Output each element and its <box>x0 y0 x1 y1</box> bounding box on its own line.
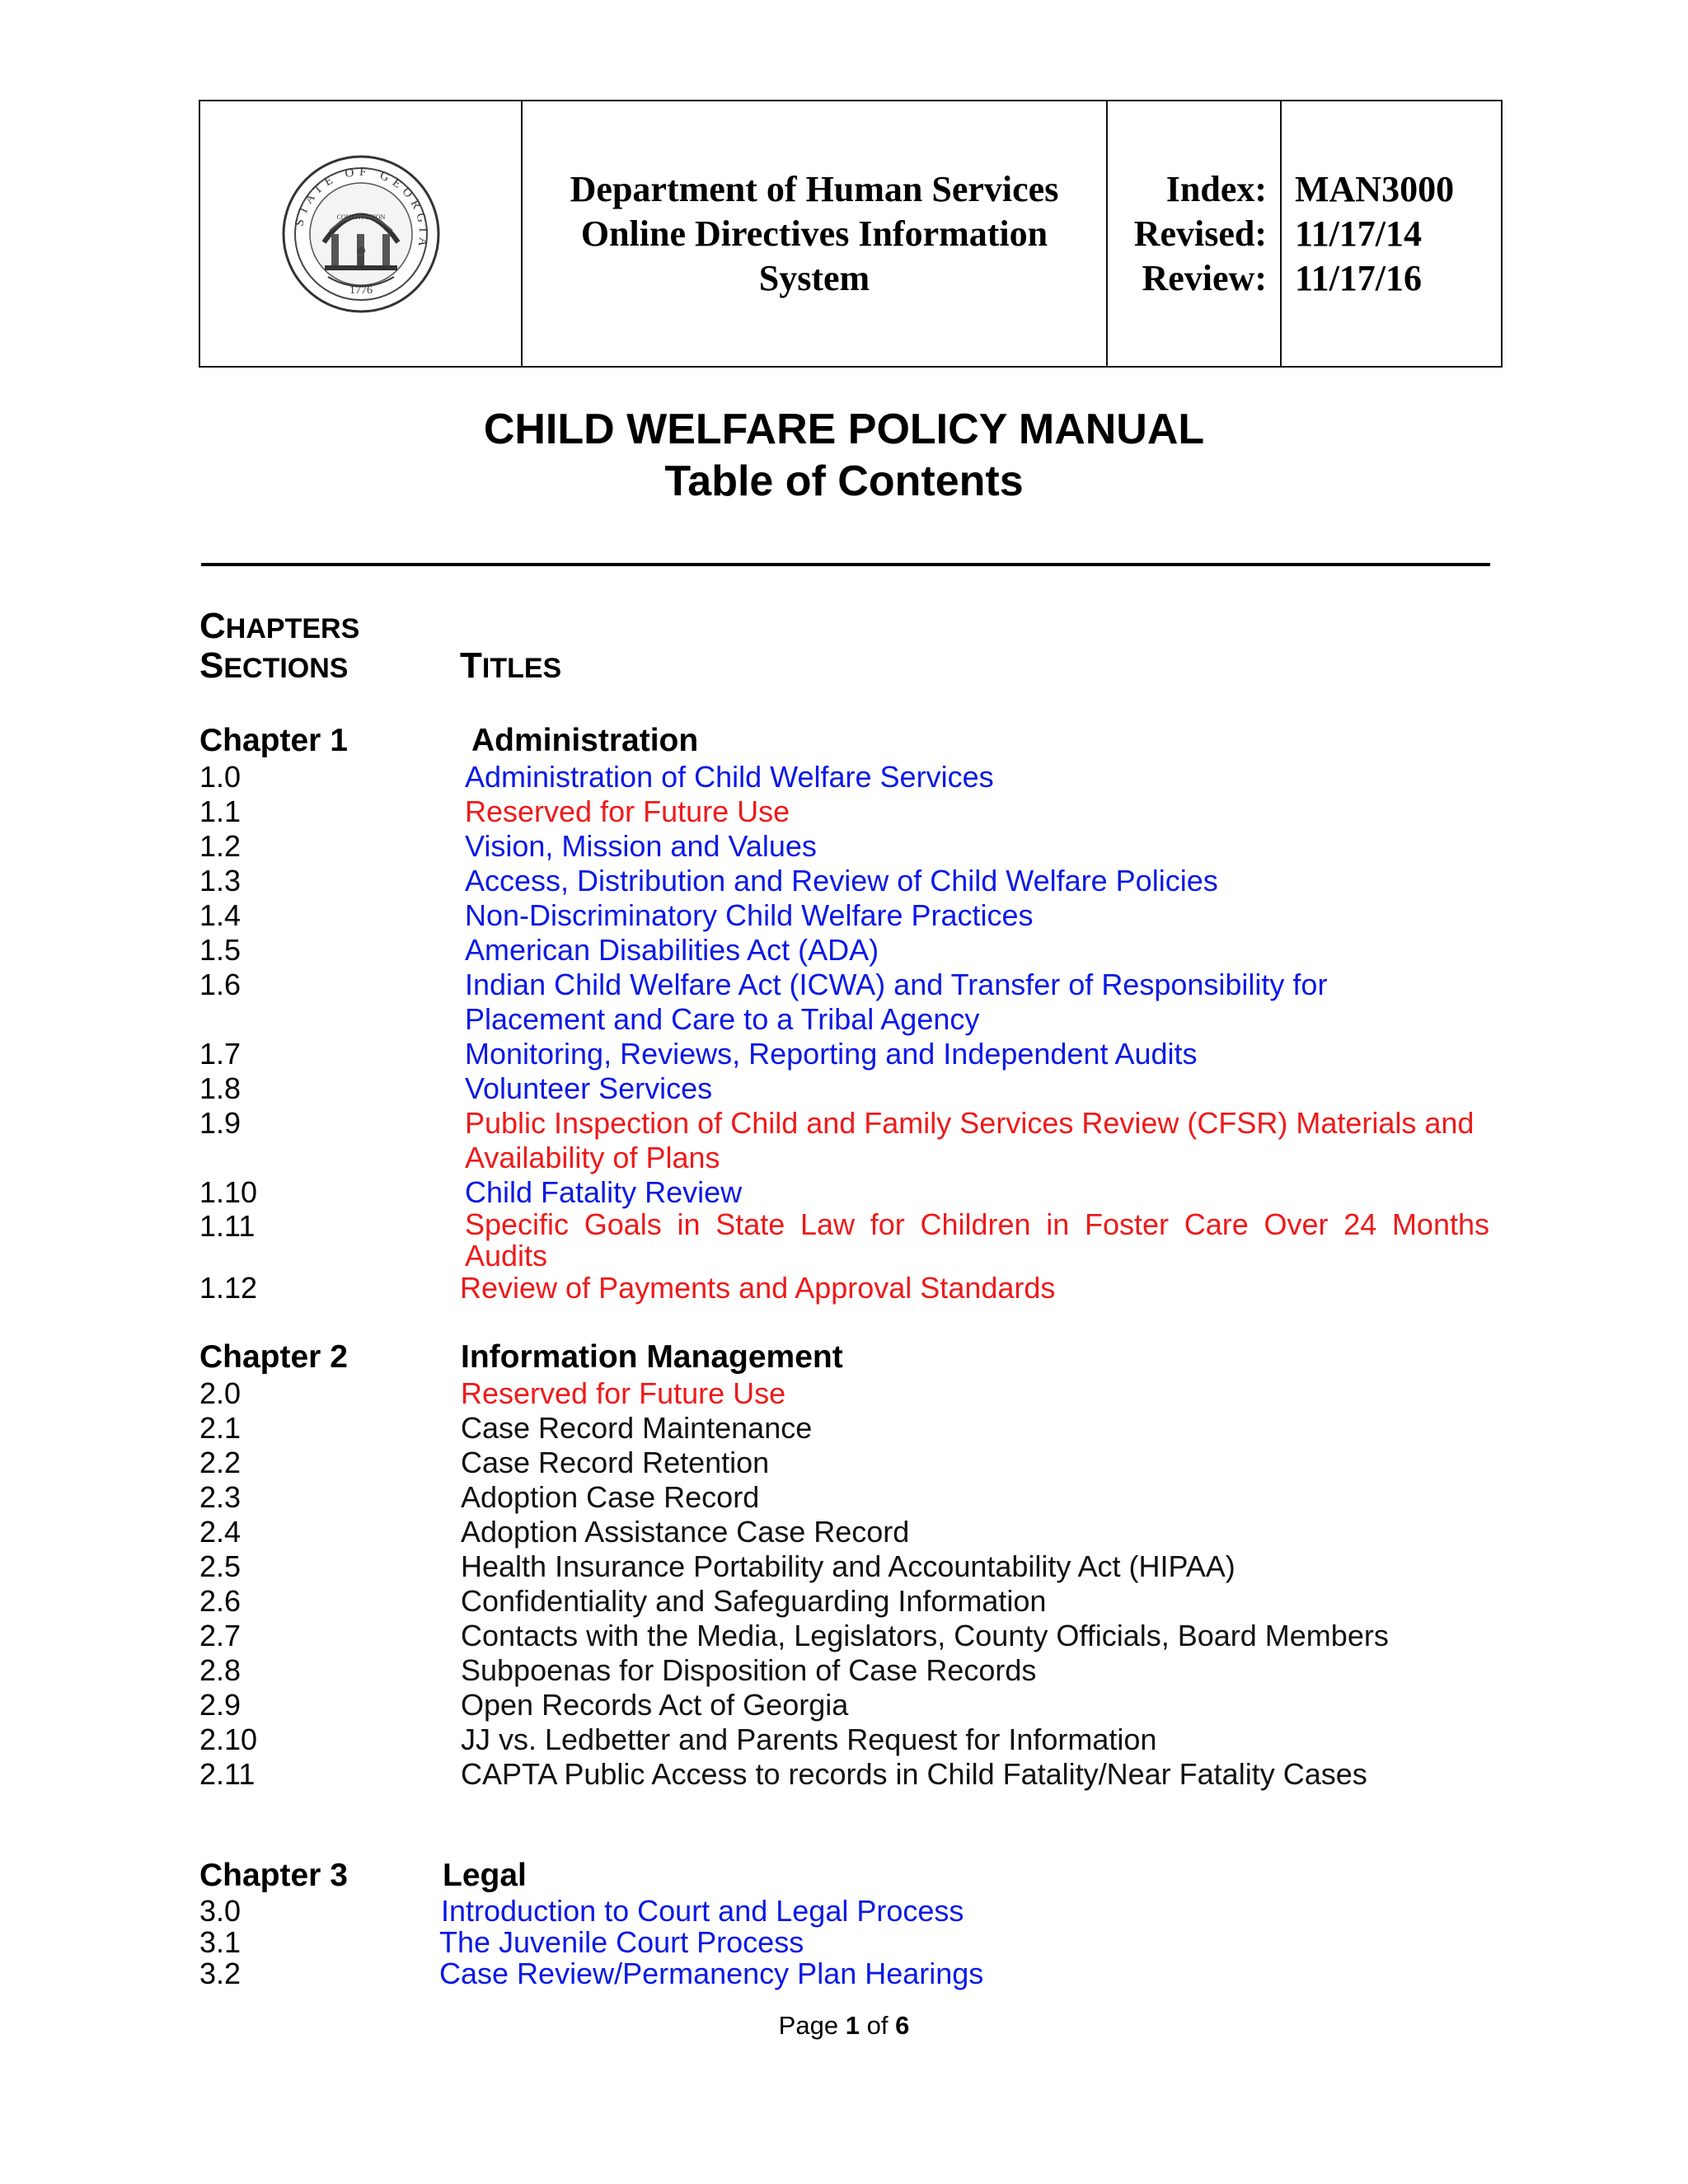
chapter-label: Chapter 1 <box>199 723 348 758</box>
section-title: Health Insurance Portability and Accountability Act (HIPAA) <box>461 1549 1236 1583</box>
header-table <box>199 100 1503 368</box>
toc-title: Table of Contents <box>664 457 1024 505</box>
index-label: Index: <box>1165 168 1267 209</box>
section-number: 1.9 <box>199 1106 241 1140</box>
revised-value: 11/17/14 <box>1295 213 1423 254</box>
section-number: 1.3 <box>199 864 241 898</box>
section-number: 2.5 <box>199 1549 241 1583</box>
index-value: MAN3000 <box>1295 168 1455 209</box>
section-number: 3.0 <box>199 1894 241 1928</box>
section-title: Contacts with the Media, Legislators, County Officials, Board Members <box>461 1619 1389 1652</box>
page-total: 6 <box>895 2011 910 2040</box>
section-number: 1.4 <box>199 898 241 932</box>
page-current: 1 <box>845 2011 860 2040</box>
sections-heading-text: SECTIONS <box>199 645 349 686</box>
revised-label: Revised: <box>1133 213 1267 254</box>
section-title: Subpoenas for Disposition of Case Records <box>461 1653 1037 1687</box>
seal-cell <box>200 101 523 366</box>
section-number: 3.2 <box>199 1957 241 1990</box>
section-link[interactable]: Reserved for Future Use <box>465 794 790 828</box>
section-link[interactable]: Reserved for Future Use <box>461 1376 786 1410</box>
meta-values-cell <box>1282 101 1501 366</box>
section-title: CAPTA Public Access to records in Child Fatality/Near Fatality Cases <box>461 1757 1367 1791</box>
section-number: 2.9 <box>199 1688 241 1722</box>
section-title: Adoption Assistance Case Record <box>461 1515 910 1549</box>
section-number: 2.4 <box>199 1515 241 1549</box>
section-title: Adoption Case Record <box>461 1480 760 1514</box>
page-of: of <box>866 2011 889 2040</box>
department-line-2: Online Directives Information <box>580 213 1048 254</box>
section-link[interactable]: American Disabilities Act (ADA) <box>465 933 879 967</box>
section-link[interactable]: Child Fatality Review <box>465 1175 743 1209</box>
section-number: 2.7 <box>199 1619 241 1652</box>
chapters-heading <box>199 606 359 649</box>
page-prefix: Page <box>778 2011 839 2040</box>
section-link[interactable]: Review of Payments and Approval Standards <box>460 1271 1056 1305</box>
chapters-heading-text: CHAPTERS <box>199 606 360 646</box>
section-number: 1.12 <box>199 1271 258 1305</box>
section-number: 1.6 <box>199 968 241 1001</box>
section-number: 1.5 <box>199 933 241 967</box>
section-link[interactable]: Volunteer Services <box>465 1071 713 1105</box>
section-number: 2.2 <box>199 1446 241 1479</box>
titles-heading <box>460 645 561 689</box>
section-link[interactable]: Indian Child Welfare Act (ICWA) and Transfer of Responsibility for Placement and Care to a Tribal Agency <box>465 968 1328 1036</box>
section-link[interactable]: Access, Distribution and Review of Child Welfare Policies <box>465 864 1218 898</box>
manual-title: CHILD WELFARE POLICY MANUAL <box>483 405 1205 453</box>
sections-heading <box>199 645 348 689</box>
chapter-label: Chapter 3 <box>199 1858 348 1893</box>
department-line-3: System <box>758 257 870 298</box>
seal-ring-text: STATE OF GEORGIA <box>292 165 429 252</box>
chapter-name: Legal <box>443 1858 527 1893</box>
chapter-name: Information Management <box>461 1339 843 1375</box>
page-footer <box>0 2009 1688 2042</box>
section-title: Case Record Maintenance <box>461 1411 813 1445</box>
section-number: 2.3 <box>199 1480 241 1514</box>
section-number: 1.10 <box>199 1175 258 1209</box>
state-seal-icon <box>279 152 443 316</box>
section-number: 1.8 <box>199 1071 241 1105</box>
section-number: 1.1 <box>199 794 241 828</box>
chapter-name: Administration <box>471 723 699 758</box>
review-label: Review: <box>1142 257 1267 298</box>
section-link[interactable]: Introduction to Court and Legal Process <box>441 1894 964 1928</box>
section-title: Case Record Retention <box>461 1446 770 1479</box>
title-divider <box>201 563 1490 566</box>
titles-heading-text: TITLES <box>460 645 562 686</box>
section-title: JJ vs. Ledbetter and Parents Request for Information <box>461 1722 1157 1756</box>
section-number: 1.0 <box>199 760 241 794</box>
review-value: 11/17/16 <box>1295 257 1423 298</box>
section-number: 1.7 <box>199 1037 241 1071</box>
section-link[interactable]: Specific Goals in State Law for Children in Foster Care Over 24 Months Audits <box>465 1207 1489 1272</box>
section-link[interactable]: Public Inspection of Child and Family Services Review (CFSR) Materials and Availability of Plans <box>465 1106 1475 1174</box>
section-number: 2.0 <box>199 1376 241 1410</box>
section-link[interactable]: Vision, Mission and Values <box>465 829 817 863</box>
section-link[interactable]: Non-Discriminatory Child Welfare Practices <box>465 898 1034 932</box>
chapter-label: Chapter 2 <box>199 1339 348 1375</box>
department-cell <box>523 101 1108 366</box>
section-number: 2.1 <box>199 1411 241 1445</box>
section-title: Open Records Act of Georgia <box>461 1688 849 1722</box>
section-number: 1.2 <box>199 829 241 863</box>
department-line-1: Department of Human Services <box>570 168 1059 209</box>
section-link[interactable]: Case Review/Permanency Plan Hearings <box>439 1957 984 1990</box>
section-title: Confidentiality and Safeguarding Information <box>461 1584 1047 1618</box>
section-link[interactable]: The Juvenile Court Process <box>439 1925 804 1959</box>
meta-labels-cell <box>1108 101 1282 366</box>
section-number: 1.11 <box>199 1209 256 1243</box>
seal-year-text: 1776 <box>349 284 373 297</box>
section-link[interactable]: Administration of Child Welfare Services <box>465 760 994 794</box>
section-number: 3.1 <box>199 1925 241 1959</box>
section-number: 2.6 <box>199 1584 241 1618</box>
seal-banner-text: CONSTITUTION <box>336 213 385 221</box>
section-number: 2.11 <box>199 1757 256 1791</box>
section-number: 2.8 <box>199 1653 241 1687</box>
section-link[interactable]: Monitoring, Reviews, Reporting and Independent Audits <box>465 1037 1198 1071</box>
section-number: 2.10 <box>199 1722 258 1756</box>
